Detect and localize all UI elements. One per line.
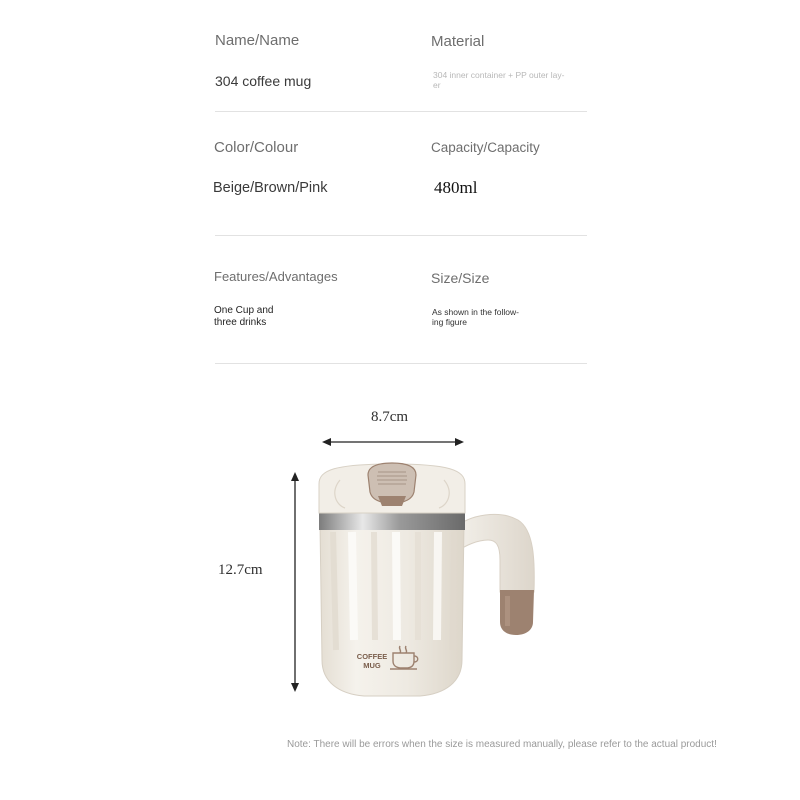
mug-handle xyxy=(455,514,534,635)
size-label: Size/Size xyxy=(431,270,490,286)
measurement-note: Note: There will be errors when the size is measured manually, please refer to the actual product! xyxy=(287,739,717,750)
height-dimension-label: 12.7cm xyxy=(218,562,263,578)
width-dimension-label: 8.7cm xyxy=(371,409,409,425)
material-label: Material xyxy=(431,33,485,50)
height-arrow xyxy=(291,472,299,692)
features-value-line1: One Cup and xyxy=(214,305,274,316)
size-value-line2: ing figure xyxy=(432,317,467,327)
name-value: 304 coffee mug xyxy=(215,73,312,89)
features-label: Features/Advantages xyxy=(214,269,338,284)
mug-steel-band xyxy=(319,512,465,530)
material-value-line1: 304 inner container + PP outer lay- xyxy=(433,70,565,80)
mug-body xyxy=(320,524,464,696)
mug-print-line1: COFFEE xyxy=(356,652,388,661)
material-value-line2: er xyxy=(433,80,441,90)
size-value-line1: As shown in the follow- xyxy=(432,307,519,317)
color-value: Beige/Brown/Pink xyxy=(213,180,328,196)
capacity-label: Capacity/Capacity xyxy=(431,140,540,155)
color-label: Color/Colour xyxy=(214,139,299,156)
mug-print-line2: MUG xyxy=(363,661,381,670)
name-label: Name/Name xyxy=(215,32,300,49)
features-value-line2: three drinks xyxy=(214,317,267,328)
width-arrow xyxy=(322,438,464,446)
capacity-value: 480ml xyxy=(434,178,478,197)
mug-print-text xyxy=(351,652,393,670)
mug-lid xyxy=(319,463,465,513)
